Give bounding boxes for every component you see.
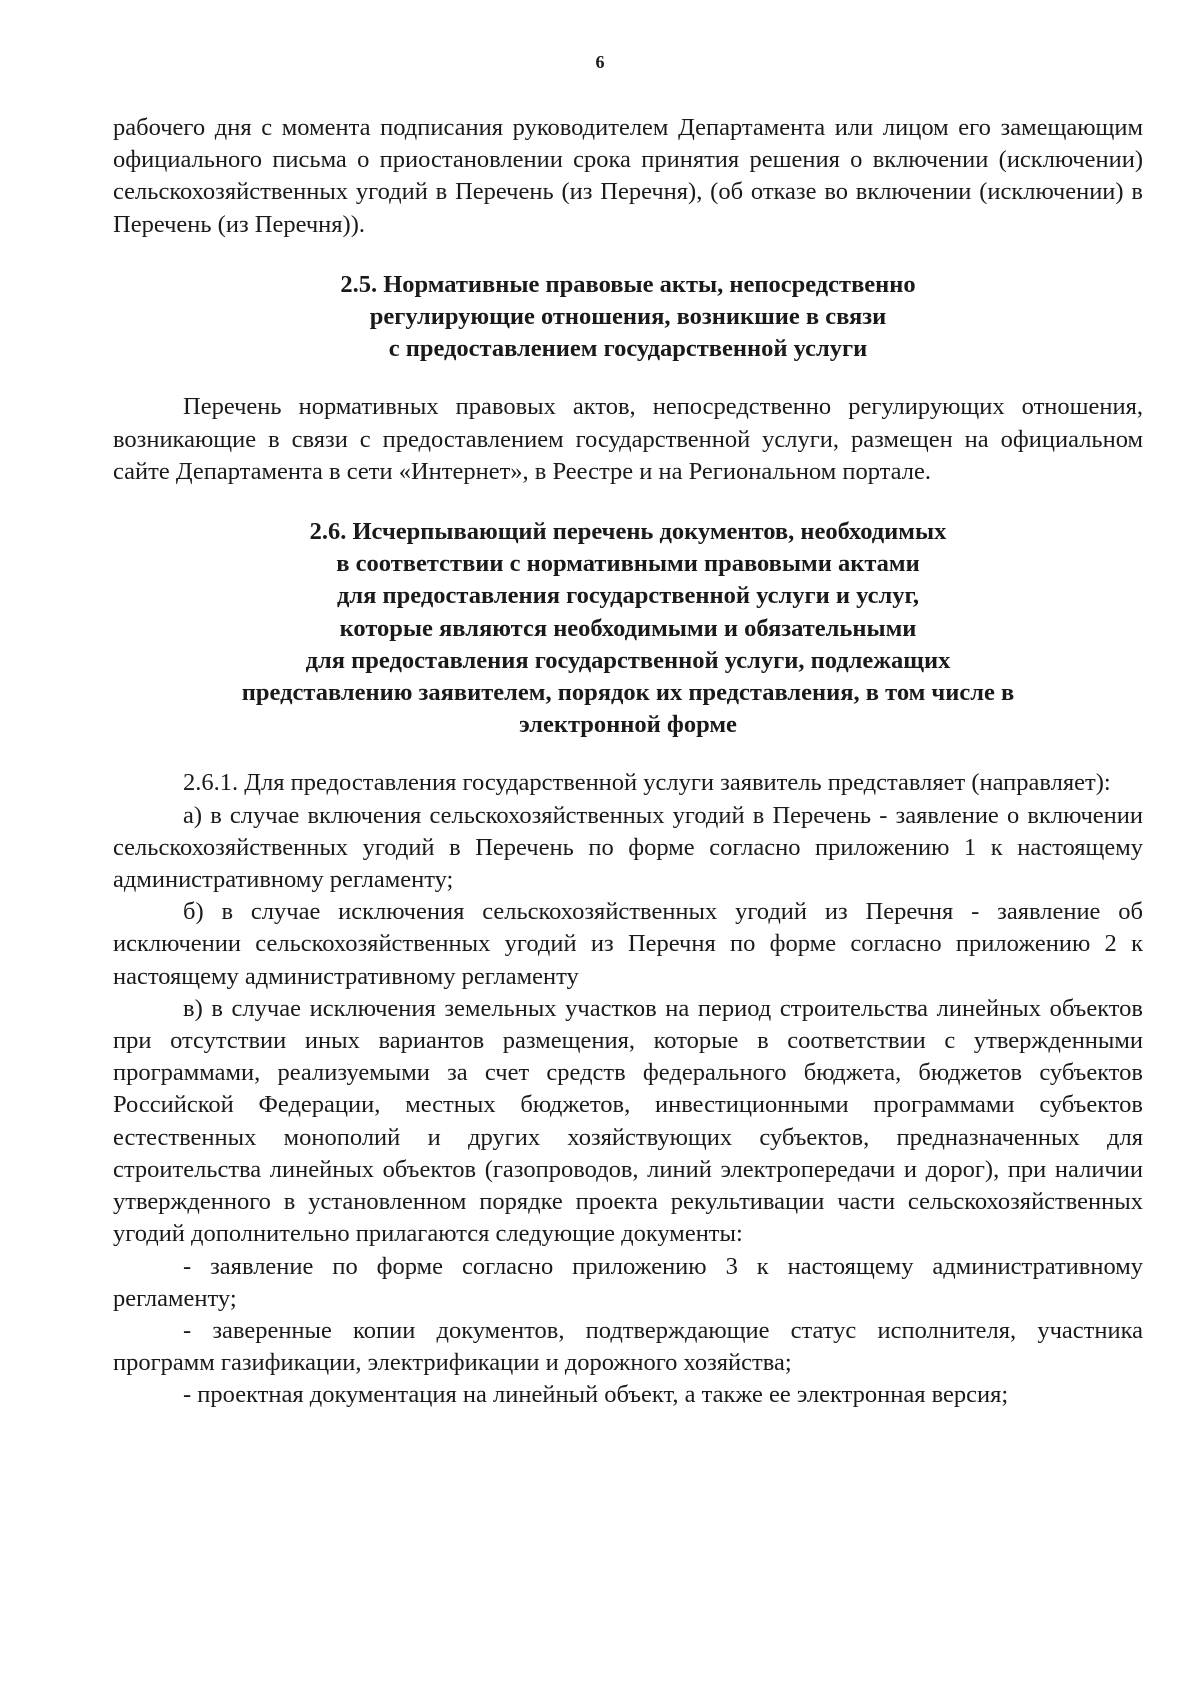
heading-line: для предоставления государственной услуги и услуг, [337,582,919,610]
page-number: 6 [595,52,605,72]
heading-line: регулирующие отношения, возникшие в связи [369,303,887,331]
page-content [113,112,1143,1412]
section-2-5-paragraph: Перечень нормативных правовых актов, непосредственно регулирующих отношения, возникающие в связи с предоставлением государственной услуги, размещен на официальном сайте Департамента в сети «Интернет», в Реестре и на Региональном портале. [113,393,1143,485]
section-2-5-heading [153,269,1103,366]
intro-paragraph: рабочего дня с момента подписания руководителем Департамента или лицом его замещающим официального письма о приостановлении срока принятия решения о включении (исключении) сельскохозяйственных угодий в Перечень (из Перечня), (об отказе во включении (исключении) в Перечень (из Перечня)). [113,114,1143,238]
list-item-b: б) в случае исключения сельскохозяйственных угодий из Перечня - заявление об исключении сельскохозяйственных угодий из Перечня по форме согласно приложению 2 к настоящему административному регламенту [113,898,1143,990]
heading-line: представлению заявителем, порядок их представления, в том числе в [241,679,1015,707]
heading-line: электронной форме [519,711,737,739]
list-item-a: а) в случае включения сельскохозяйственных угодий в Перечень - заявление о включении сельскохозяйственных угодий в Перечень по форме согласно приложению 1 к настоящему административному регламенту; [113,801,1143,894]
heading-line: для предоставления государственной услуги, подлежащих [305,646,951,674]
section-2-6-heading [153,516,1103,741]
heading-line: 2.6. Исчерпывающий перечень документов, необходимых [309,518,947,546]
dash-item-project-docs: - проектная документация на линейный объект, а также ее электронная версия; [183,1381,1009,1409]
heading-line: с предоставлением государственной услуги [388,335,868,363]
dash-item-application: - заявление по форме согласно приложению 3 к настоящему административному регламенту; [113,1252,1143,1312]
paragraph-2-6-1: 2.6.1. Для предоставления государственной услуги заявитель представляет (направляет): [183,769,1111,797]
heading-line: 2.5. Нормативные правовые акты, непосредственно [340,270,916,298]
dash-item-copies: - заверенные копии документов, подтверждающие статус исполнителя, участника программ газификации, электрификации и дорожного хозяйства; [113,1316,1143,1377]
list-item-v: в) в случае исключения земельных участков на период строительства линейных объектов при отсутствии иных вариантов размещения, которые в соответствии с утвержденными программами, реализуемыми за счет средств федерального бюджета, бюджетов субъектов Российской Федерации, местных бюджетов, инвестиционными программами субъектов естественных монополий и других хозяйствующих субъектов, предназначенных для строительства линейных объектов (газопроводов, линий электропередачи и дорог), при наличии утвержденного в установленном порядке проекта рекультивации части сельскохозяйственных угодий дополнительно прилагаются следующие документы: [113,994,1143,1248]
heading-line: в соответствии с нормативными правовыми актами [336,550,920,578]
heading-line: которые являются необходимыми и обязательными [339,614,917,642]
